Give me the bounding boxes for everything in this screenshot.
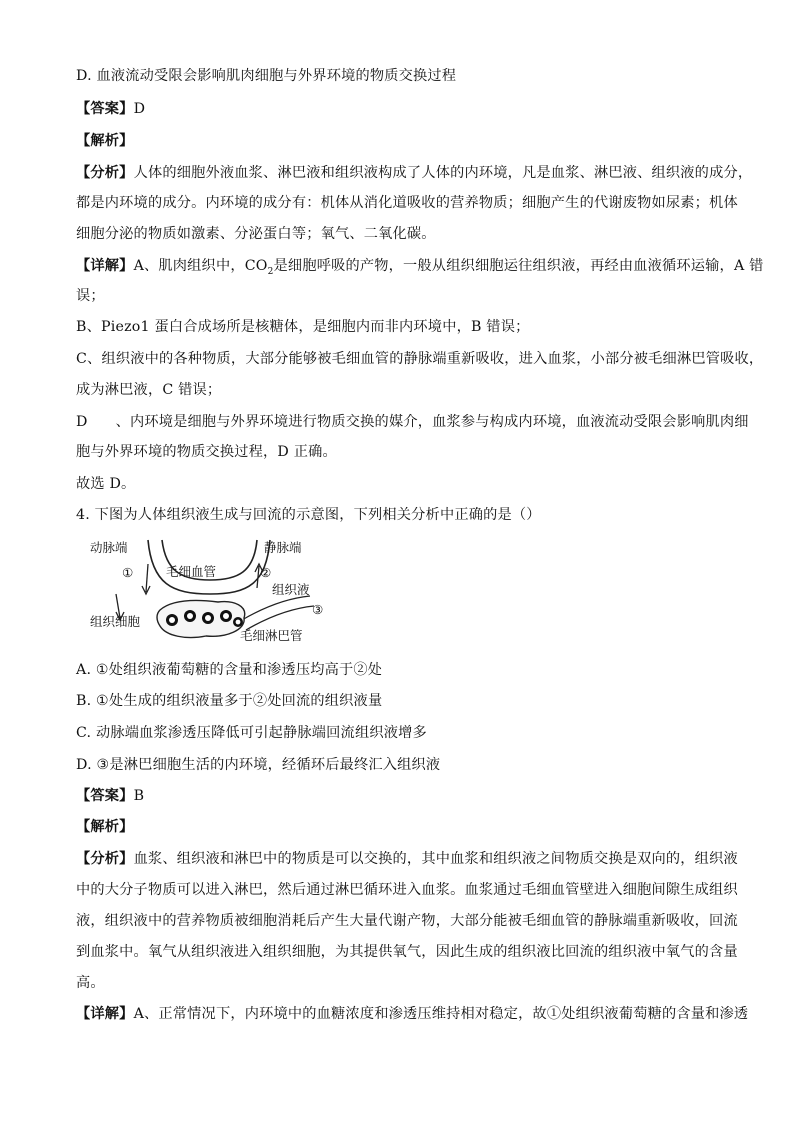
text: D. 血液流动受限会影响肌肉细胞与外界环境的物质交换过程 — [76, 68, 457, 84]
answer-1 — [76, 99, 145, 119]
label-vein-end: 静脉端 — [264, 540, 302, 555]
analysis-heading-2: 【解析】 — [76, 819, 134, 835]
detail-1-line-c: B、Piezo1 蛋白合成场所是核糖体，是细胞内而非内环境中，B 错误； — [76, 319, 530, 335]
answer-2 — [76, 786, 144, 806]
label-artery-end: 动脉端 — [90, 540, 128, 555]
tissue-cells — [157, 600, 245, 637]
text: D — [76, 414, 88, 430]
detail-tag: 【详解】 — [76, 1006, 134, 1022]
tissue-fluid-diagram — [86, 536, 356, 652]
analysis-2-line-d: 到血浆中。氧气从组织液进入组织细胞，为其提供氧气，因此生成的组织液比回流的组织液中氧气的含量 — [76, 944, 738, 960]
detail-tag: 【详解】 — [76, 258, 134, 274]
option-c: C. 动脉端血浆渗透压降低可引起静脉端回流组织液增多 — [76, 725, 427, 741]
detail-1-line-e: 成为淋巴液，C 错误； — [76, 382, 222, 398]
answer-tag: 【答案】 — [76, 101, 134, 117]
answer-tag: 【答案】 — [76, 788, 134, 804]
analysis-1-line-b: 都是内环境的成分。内环境的成分有：机体从消化道吸收的营养物质；细胞产生的代谢废物如尿素；机体 — [76, 195, 738, 211]
label-tissue-cell: 组织细胞 — [90, 614, 141, 629]
detail-1-line-b: 误； — [76, 288, 105, 304]
answer-value: B — [133, 788, 145, 804]
detail-1-line-f — [76, 412, 749, 432]
analysis-tag: 【分析】 — [76, 851, 134, 867]
text: A、肌肉组织中，CO — [133, 258, 268, 274]
lymph-capillary-line-2 — [246, 606, 314, 630]
detail-1-line-d: C、组织液中的各种物质，大部分能够被毛细血管的静脉端重新吸收，进入血浆，小部分被毛细淋巴管吸收， — [76, 351, 764, 367]
text: 血浆、组织液和淋巴中的物质是可以交换的，其中血浆和组织液之间物质交换是双向的，组织液 — [133, 851, 738, 867]
conclusion-1: 故选 D。 — [76, 476, 136, 492]
question-4: 4. 下图为人体组织液生成与回流的示意图，下列相关分析中正确的是（） — [76, 507, 541, 523]
option-d: D. ③是淋巴细胞生活的内环境，经循环后最终汇入组织液 — [76, 757, 441, 773]
answer-value: D — [133, 101, 146, 117]
text: 人体的细胞外液血浆、淋巴液和组织液构成了人体的内环境，凡是血浆、淋巴液、组织液的成分， — [133, 165, 753, 181]
option-b: B. ①处生成的组织液量多于②处回流的组织液量 — [76, 693, 383, 709]
analysis-2-line-c: 液，组织液中的营养物质被细胞消耗后产生大量代谢产物，大部分能被毛细血管的静脉端重新吸收，回流 — [76, 913, 738, 929]
option-a: A. ①处组织液葡萄糖的含量和渗透压均高于②处 — [76, 662, 383, 678]
label-capillary: 毛细血管 — [166, 564, 217, 579]
marker-2: ② — [260, 565, 272, 580]
marker-1: ① — [122, 565, 134, 580]
subscript: 2 — [267, 266, 274, 277]
analysis-tag: 【分析】 — [76, 165, 134, 181]
analysis-2-line-e: 高。 — [76, 975, 105, 991]
label-tissue-fluid: 组织液 — [272, 582, 310, 597]
marker-3: ③ — [312, 602, 324, 617]
text: A、正常情况下，内环境中的血糖浓度和渗透压维持相对稳定，故①处组织液葡萄糖的含量和渗透 — [133, 1006, 749, 1022]
analysis-heading-1: 【解析】 — [76, 133, 134, 149]
label-lymph-capillary: 毛细淋巴管 — [240, 628, 303, 643]
analysis-1-line-a — [76, 163, 752, 183]
detail-1-line-g: 胞与外界环境的物质交换过程，D 正确。 — [76, 444, 337, 460]
text: 、内环境是细胞与外界环境进行物质交换的媒介，血浆参与构成内环境，血液流动受限会影响肌肉细 — [115, 414, 749, 430]
text: 是细胞呼吸的产物，一般从组织细胞运往组织液，再经由血液循环运输，A 错 — [273, 258, 764, 274]
option-d-previous — [76, 66, 456, 86]
detail-1-line-a — [76, 256, 764, 282]
arrow-1-icon — [146, 564, 148, 592]
analysis-2-line-a — [76, 849, 738, 869]
analysis-2-line-b: 中的大分子物质可以进入淋巴，然后通过淋巴循环进入血浆。血浆通过毛细血管壁进入细胞间隙生成组织 — [76, 882, 738, 898]
detail-2-line-a — [76, 1004, 748, 1024]
analysis-1-line-c: 细胞分泌的物质如激素、分泌蛋白等；氧气、二氧化碳。 — [76, 226, 436, 242]
